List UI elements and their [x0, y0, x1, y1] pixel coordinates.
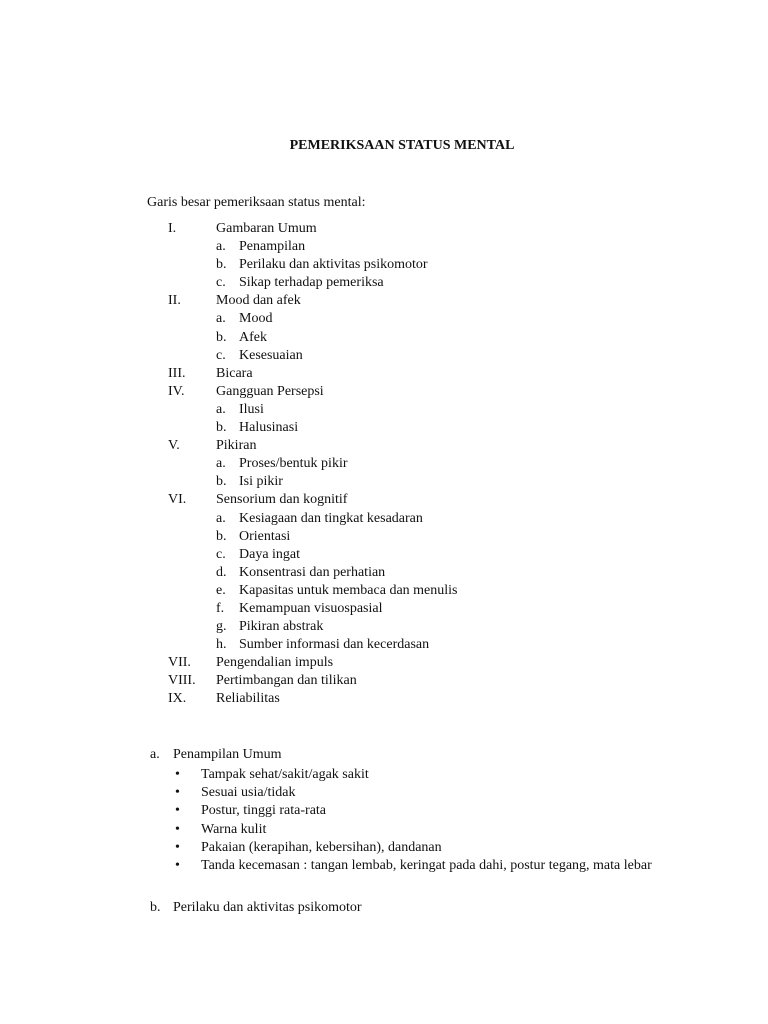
outline-item-number: VI.: [168, 492, 187, 508]
outline-item-number: III.: [168, 365, 186, 381]
outline-subitem: [0, 564, 768, 582]
outline-subitem-letter: e.: [216, 582, 226, 598]
section-b-label: Perilaku dan aktivitas psikomotor: [173, 900, 362, 915]
outline-item-number: IX.: [168, 691, 187, 707]
outline-subitem-label: Isi pikir: [239, 474, 283, 490]
page-title: PEMERIKSAAN STATUS MENTAL: [289, 138, 515, 153]
outline-subitem: [0, 401, 768, 419]
bullet-dot-icon: •: [175, 839, 180, 855]
bullet-text: Sesuai usia/tidak: [201, 785, 296, 801]
outline-subitem: [0, 329, 768, 347]
outline-item: [0, 365, 768, 383]
outline-subitem: [0, 636, 768, 654]
bullet-dot-icon: •: [175, 803, 180, 819]
outline-subitem: [0, 473, 768, 491]
outline-subitem: [0, 256, 768, 274]
outline-subitem-letter: a.: [216, 510, 226, 526]
outline-item-label: Gangguan Persepsi: [216, 383, 324, 399]
outline-subitem-letter: b.: [216, 474, 227, 490]
outline-subitem: [0, 455, 768, 473]
bullet-text: Postur, tinggi rata-rata: [201, 803, 327, 819]
outline-subitem: [0, 274, 768, 292]
outline-subitem-label: Daya ingat: [239, 546, 301, 562]
outline-subitem: [0, 600, 768, 618]
outline-subitem-label: Orientasi: [239, 528, 291, 544]
outline-subitem-label: Halusinasi: [239, 420, 299, 436]
outline-item-label: Pikiran: [216, 438, 257, 454]
outline-subitem-label: Ilusi: [239, 401, 264, 417]
intro-text: Garis besar pemeriksaan status mental:: [147, 195, 366, 210]
outline-subitem: [0, 347, 768, 365]
bullet-text: Warna kulit: [201, 821, 267, 837]
outline-item-number: VIII.: [168, 673, 196, 689]
section-a-bullet-list: [0, 766, 768, 875]
outline-item: [0, 690, 768, 708]
bullet-item: [0, 802, 768, 820]
outline-subitem-letter: c.: [216, 275, 226, 291]
outline-item-number: V.: [168, 438, 180, 454]
outline-subitem-letter: b.: [216, 329, 227, 345]
outline-item-label: Reliabilitas: [216, 691, 280, 707]
outline-subitem-label: Penampilan: [239, 239, 306, 255]
outline-subitem-letter: b.: [216, 257, 227, 273]
outline-subitem: [0, 546, 768, 564]
outline-item-label: Pertimbangan dan tilikan: [216, 673, 357, 689]
outline-subitem-letter: a.: [216, 456, 226, 472]
outline-list: [0, 220, 768, 709]
outline-subitem: [0, 238, 768, 256]
section-a-label: Penampilan Umum: [173, 747, 282, 762]
outline-subitem-label: Proses/bentuk pikir: [239, 456, 348, 472]
outline-item-number: II.: [168, 293, 181, 309]
outline-item: [0, 654, 768, 672]
bullet-item: [0, 784, 768, 802]
bullet-text: Tampak sehat/sakit/agak sakit: [201, 767, 369, 782]
outline-subitem-label: Sumber informasi dan kecerdasan: [239, 637, 430, 653]
outline-subitem-letter: c.: [216, 546, 226, 562]
bullet-dot-icon: •: [175, 767, 180, 782]
outline-item-label: Gambaran Umum: [216, 221, 317, 236]
outline-item: [0, 491, 768, 509]
outline-subitem: [0, 419, 768, 437]
bullet-item: [0, 857, 768, 875]
bullet-item: [0, 821, 768, 839]
outline-subitem-label: Pikiran abstrak: [239, 619, 324, 635]
outline-subitem: [0, 310, 768, 328]
bullet-item: [0, 839, 768, 857]
outline-subitem-letter: b.: [216, 420, 227, 436]
outline-subitem-letter: d.: [216, 564, 227, 580]
outline-subitem-letter: a.: [216, 401, 226, 417]
outline-item-number: VII.: [168, 655, 191, 671]
outline-subitem-letter: g.: [216, 619, 227, 635]
outline-subitem-letter: a.: [216, 239, 226, 255]
outline-subitem-letter: a.: [216, 311, 226, 327]
outline-item-label: Mood dan afek: [216, 293, 301, 309]
outline-subitem-letter: c.: [216, 347, 226, 363]
outline-subitem-letter: h.: [216, 637, 227, 653]
outline-subitem: [0, 510, 768, 528]
outline-item-label: Bicara: [216, 365, 253, 381]
outline-item: [0, 672, 768, 690]
outline-subitem-label: Afek: [239, 329, 267, 345]
outline-subitem-label: Kemampuan visuospasial: [239, 600, 383, 616]
outline-subitem-label: Perilaku dan aktivitas psikomotor: [239, 257, 428, 273]
outline-subitem-label: Sikap terhadap pemeriksa: [239, 275, 384, 291]
outline-subitem-letter: f.: [216, 600, 225, 616]
bullet-text: Pakaian (kerapihan, kebersihan), dandanan: [201, 839, 442, 855]
bullet-item: [0, 766, 768, 784]
outline-subitem-letter: b.: [216, 528, 227, 544]
outline-subitem-label: Kesesuaian: [239, 347, 303, 363]
outline-subitem-label: Mood: [239, 311, 273, 327]
outline-item-number: IV.: [168, 383, 185, 399]
outline-subitem-label: Kesiagaan dan tingkat kesadaran: [239, 510, 423, 526]
outline-subitem-label: Konsentrasi dan perhatian: [239, 564, 386, 580]
outline-item: [0, 220, 768, 238]
section-a-letter: a.: [150, 747, 160, 762]
outline-subitem: [0, 618, 768, 636]
outline-item-number: I.: [168, 221, 177, 236]
outline-subitem: [0, 528, 768, 546]
section-b-letter: b.: [150, 900, 161, 915]
outline-item-label: Pengendalian impuls: [216, 655, 334, 671]
bullet-dot-icon: •: [175, 858, 180, 874]
outline-subitem: [0, 582, 768, 600]
outline-item: [0, 383, 768, 401]
outline-item-label: Sensorium dan kognitif: [216, 492, 348, 508]
bullet-dot-icon: •: [175, 785, 180, 801]
bullet-text: Tanda kecemasan : tangan lembab, keringat pada dahi, postur tegang, mata lebar: [201, 858, 652, 874]
bullet-dot-icon: •: [175, 821, 180, 837]
outline-subitem-label: Kapasitas untuk membaca dan menulis: [239, 582, 458, 598]
outline-item: [0, 292, 768, 310]
outline-item: [0, 437, 768, 455]
